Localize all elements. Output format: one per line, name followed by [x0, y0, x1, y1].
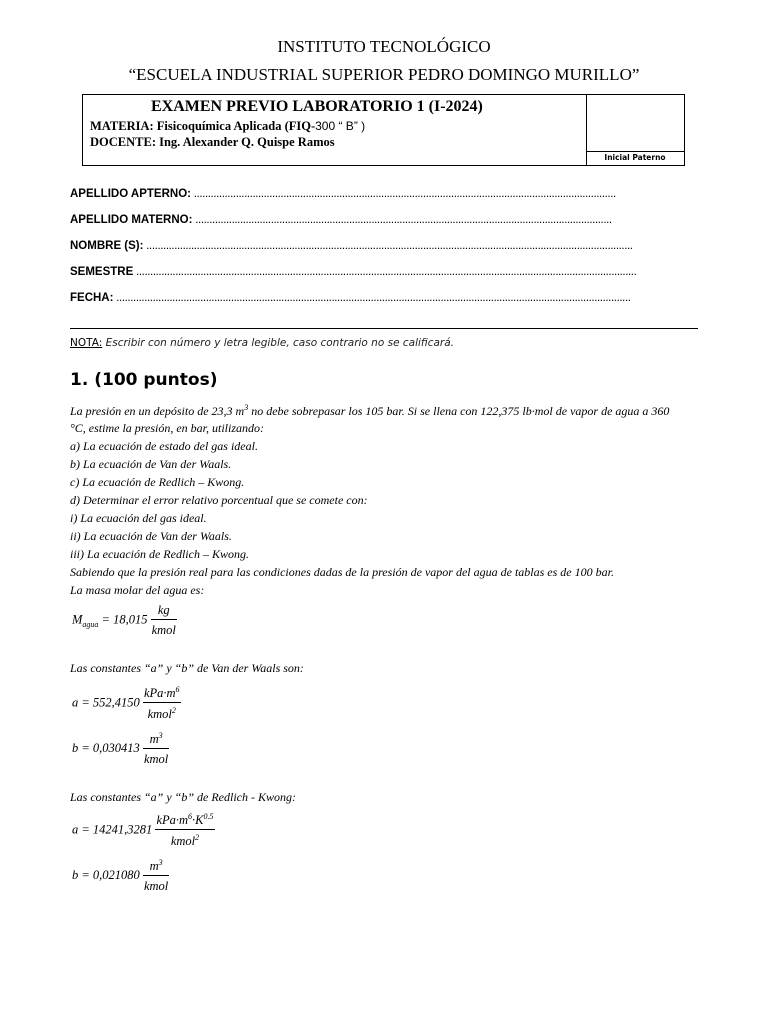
list-item: c) La ecuación de Redlich – Kwong.: [70, 475, 245, 489]
field-dots: ..............................................................................................................................................................................: [143, 240, 633, 252]
num-sup2: 0.5: [203, 812, 214, 821]
field-dots: .....................................................................................................................................................: [192, 214, 612, 226]
num-text: kPa·m: [156, 813, 189, 828]
fraction-denominator: kmol: [143, 879, 169, 894]
fraction-numerator: [143, 731, 169, 749]
eq-prefix: a = 14241,3281: [72, 822, 153, 837]
list-item: a) La ecuación de estado del gas ideal.: [70, 439, 258, 453]
eq-prefix: a = 552,4150: [72, 695, 140, 710]
molar-mass-equation: [72, 603, 177, 638]
den-sup: 2: [171, 706, 176, 716]
fraction: [155, 812, 214, 849]
school-title: “ESCUELA INDUSTRIAL SUPERIOR PEDRO DOMINGO MURILLO”: [128, 65, 640, 84]
fraction-numerator: kg: [151, 603, 177, 620]
list-item: iii) La ecuación de Redlich – Kwong.: [70, 547, 249, 561]
question-intro-line1: [70, 403, 700, 419]
fraction-numerator: [155, 812, 214, 830]
fraction-numerator: [143, 685, 181, 703]
note-text: Escribir con número y letra legible, caso contrario no se calificará.: [102, 337, 454, 349]
vdw-intro: Las constantes “a” y “b” de Van der Waals son:: [70, 661, 304, 675]
eq-symbol: M: [72, 612, 83, 627]
field-label: APELLIDO APTERNO:: [70, 188, 191, 200]
intro-text-b: no debe sobrepasar los 105 bar. Si se llena con 122,375 lb·mol de vapor de agua a 360: [248, 404, 670, 418]
note-label: NOTA:: [70, 337, 103, 349]
teacher-line: DOCENTE: Ing. Alexander Q. Quispe Ramos: [90, 135, 335, 149]
field-label: APELLIDO MATERNO:: [70, 214, 193, 226]
num-text: m: [149, 859, 159, 874]
num-sup: 3: [158, 731, 163, 740]
field-apellido-paterno[interactable]: [70, 188, 655, 200]
eq-subscript: agua: [82, 619, 99, 629]
field-label: SEMESTRE: [70, 266, 134, 278]
field-label: FECHA:: [70, 292, 114, 304]
list-item: b) La ecuación de Van der Waals.: [70, 457, 232, 471]
field-apellido-materno[interactable]: [70, 214, 655, 226]
field-semestre[interactable]: [70, 266, 655, 278]
num-sup: 6: [175, 685, 180, 694]
list-item: La masa molar del agua es:: [70, 583, 205, 597]
field-fecha[interactable]: [70, 292, 655, 304]
den-text: kmol: [147, 707, 172, 722]
institute-title: INSTITUTO TECNOLÓGICO: [277, 37, 491, 56]
fraction-denominator: kmol: [143, 752, 169, 767]
question-number: 1.: [70, 370, 89, 390]
fraction-denominator: kmol: [151, 623, 176, 637]
eq-value: = 18,015: [98, 612, 148, 627]
num-text: m: [149, 732, 159, 747]
field-label: NOMBRE (S):: [70, 240, 144, 252]
question-intro-line2: °C, estime la presión, en bar, utilizando:: [70, 421, 265, 435]
field-dots: ...................................................................................................................................................................................: [133, 266, 637, 278]
subject-label: MATERIA: Fisicoquímica Aplicada (FIQ-: [90, 119, 316, 133]
question-points: (100 puntos): [94, 370, 218, 390]
fraction-denominator: [155, 830, 214, 849]
note: [70, 337, 454, 349]
intro-text-a: La presión en un depósito de 23,3 m: [70, 404, 245, 418]
fraction-denominator: [143, 703, 181, 722]
eq-prefix: b = 0,021080: [72, 867, 140, 882]
intro-superscript: 3: [244, 403, 249, 412]
fraction: [143, 685, 181, 722]
list-item: Sabiendo que la presión real para las condiciones dadas de la presión de vapor del agua de tablas es de 100 bar.: [70, 565, 614, 579]
fraction-numerator: [143, 858, 169, 876]
subject-line: [90, 119, 365, 134]
fraction: [151, 603, 177, 638]
field-nombre[interactable]: [70, 240, 655, 252]
rk-b-equation: [72, 858, 169, 894]
eq-prefix: b = 0,030413: [72, 740, 140, 755]
den-text: kmol: [170, 834, 196, 849]
fraction: [143, 858, 169, 894]
vdw-a-equation: [72, 685, 181, 722]
den-sup: 2: [195, 833, 200, 843]
num-mid: ·K: [192, 813, 204, 828]
fraction: [143, 731, 169, 767]
field-dots: .......................................................................................................................................................: [190, 188, 616, 200]
rk-intro: Las constantes “a” y “b” de Redlich - Kwong:: [70, 790, 297, 804]
subject-code: 300 “ B” ): [315, 119, 366, 133]
signature-line: [586, 151, 684, 152]
question-heading: [70, 370, 217, 390]
signature-label: Inicial Paterno: [604, 153, 666, 162]
num-sup: 3: [158, 858, 163, 867]
list-item: d) Determinar el error relativo porcentual que se comete con:: [70, 493, 368, 507]
list-item: ii) La ecuación de Van der Waals.: [70, 529, 232, 543]
exam-info-box: [82, 94, 685, 166]
vdw-b-equation: [72, 731, 169, 767]
num-sup: 6: [188, 812, 193, 821]
exam-title: EXAMEN PREVIO LABORATORIO 1 (I-2024): [151, 98, 483, 115]
rk-a-equation: [72, 812, 215, 849]
num-text: kPa·m: [143, 686, 176, 701]
list-item: i) La ecuación del gas ideal.: [70, 511, 207, 525]
separator-rule: [70, 328, 698, 329]
field-dots: ........................................................................................................................................................................................: [113, 292, 631, 304]
